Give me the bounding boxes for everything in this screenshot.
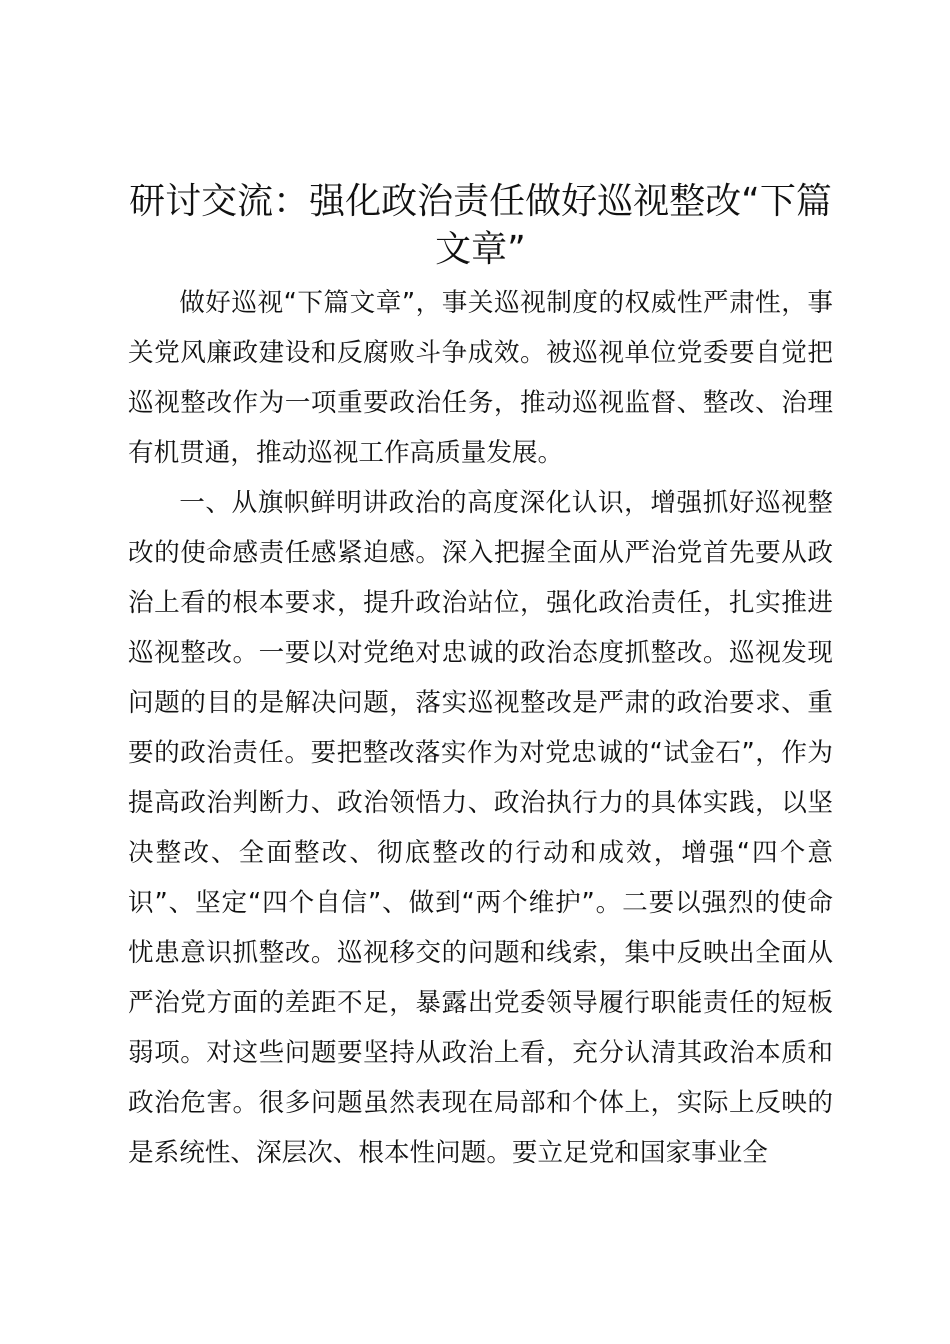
document-title: 研讨交流：强化政治责任做好巡视整改“下篇文章”: [129, 181, 832, 270]
paragraph-section-one: 一、从旗帜鲜明讲政治的高度深化认识，增强抓好巡视整改的使命感责任感紧迫感。深入把握全面从严治党首先要从政治上看的根本要求，提升政治站位，强化政治责任，扎实推进巡视整改。一要以对党绝对忠诚的政治态度抓整改。巡视发现问题的目的是解决问题，落实巡视整改是严肃的政治要求、重要的政治责任。要把整改落实作为对党忠诚的“试金石”，作为提高政治判断力、政治领悟力、政治执行力的具体实践，以坚决整改、全面整改、彻底整改的行动和成效，增强“四个意识”、坚定“四个自信”、做到“两个维护”。二要以强烈的使命忧患意识抓整改。巡视移交的问题和线索，集中反映出全面从严治党方面的差距不足，暴露出党委领导履行职能责任的短板弱项。对这些问题要坚持从政治上看，充分认清其政治本质和政治危害。很多问题虽然表现在局部和个体上，实际上反映的是系统性、深层次、根本性问题。要立足党和国家事业全: [128, 488, 833, 1168]
paragraph-intro: 做好巡视“下篇文章”，事关巡视制度的权威性严肃性，事关党风廉政建设和反腐败斗争成效。被巡视单位党委要自觉把巡视整改作为一项重要政治任务，推动巡视监督、整改、治理有机贯通，推动巡视工作高质量发展。: [128, 288, 833, 468]
document-body: [128, 178, 833, 1178]
